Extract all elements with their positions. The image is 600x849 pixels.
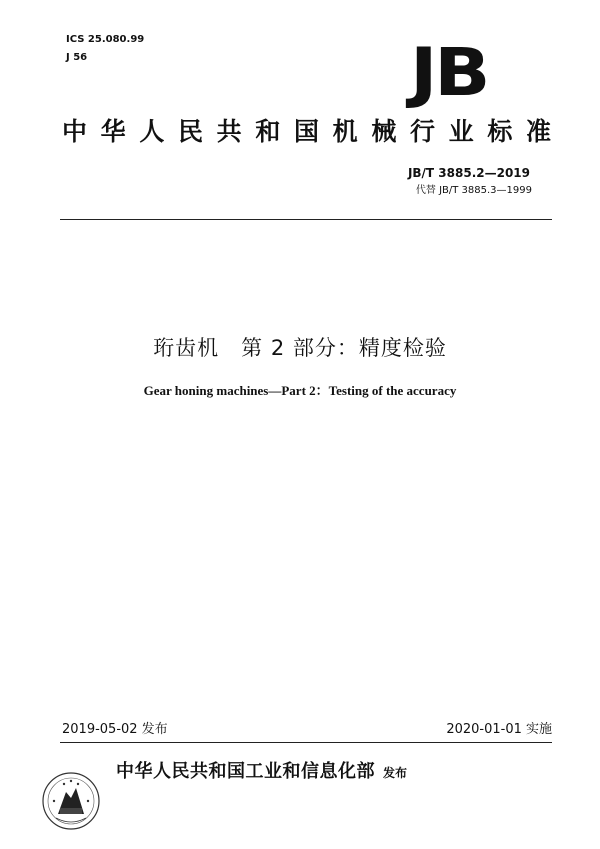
document-title-cn: 珩齿机 第 2 部分：精度检验 [153, 336, 447, 360]
top-divider [60, 219, 552, 220]
standard-number: JB/T 3885.2—2019 [407, 166, 530, 180]
document-title-en: Gear honing machines—Part 2：Testing of the accuracy [143, 383, 457, 398]
jb-logo: JB [410, 34, 488, 111]
issuer-suffix: 发布 [383, 766, 408, 780]
ministry-seal-icon [40, 770, 102, 832]
implementation-date: 2020-01-01 实施 [446, 722, 552, 737]
issuing-authority [116, 760, 407, 785]
bottom-divider [60, 742, 552, 743]
issue-date: 2019-05-02 发布 [62, 722, 168, 737]
ics-code: ICS 25.080.99 [66, 34, 145, 45]
replaces-standard: 代替 JB/T 3885.3—1999 [415, 185, 532, 196]
ccs-code: J 56 [66, 52, 88, 63]
standard-category-title: 中华人民共和国机械行业标准 [62, 117, 552, 146]
issuer-name: 中华人民共和国工业和信息化部 [116, 761, 375, 782]
